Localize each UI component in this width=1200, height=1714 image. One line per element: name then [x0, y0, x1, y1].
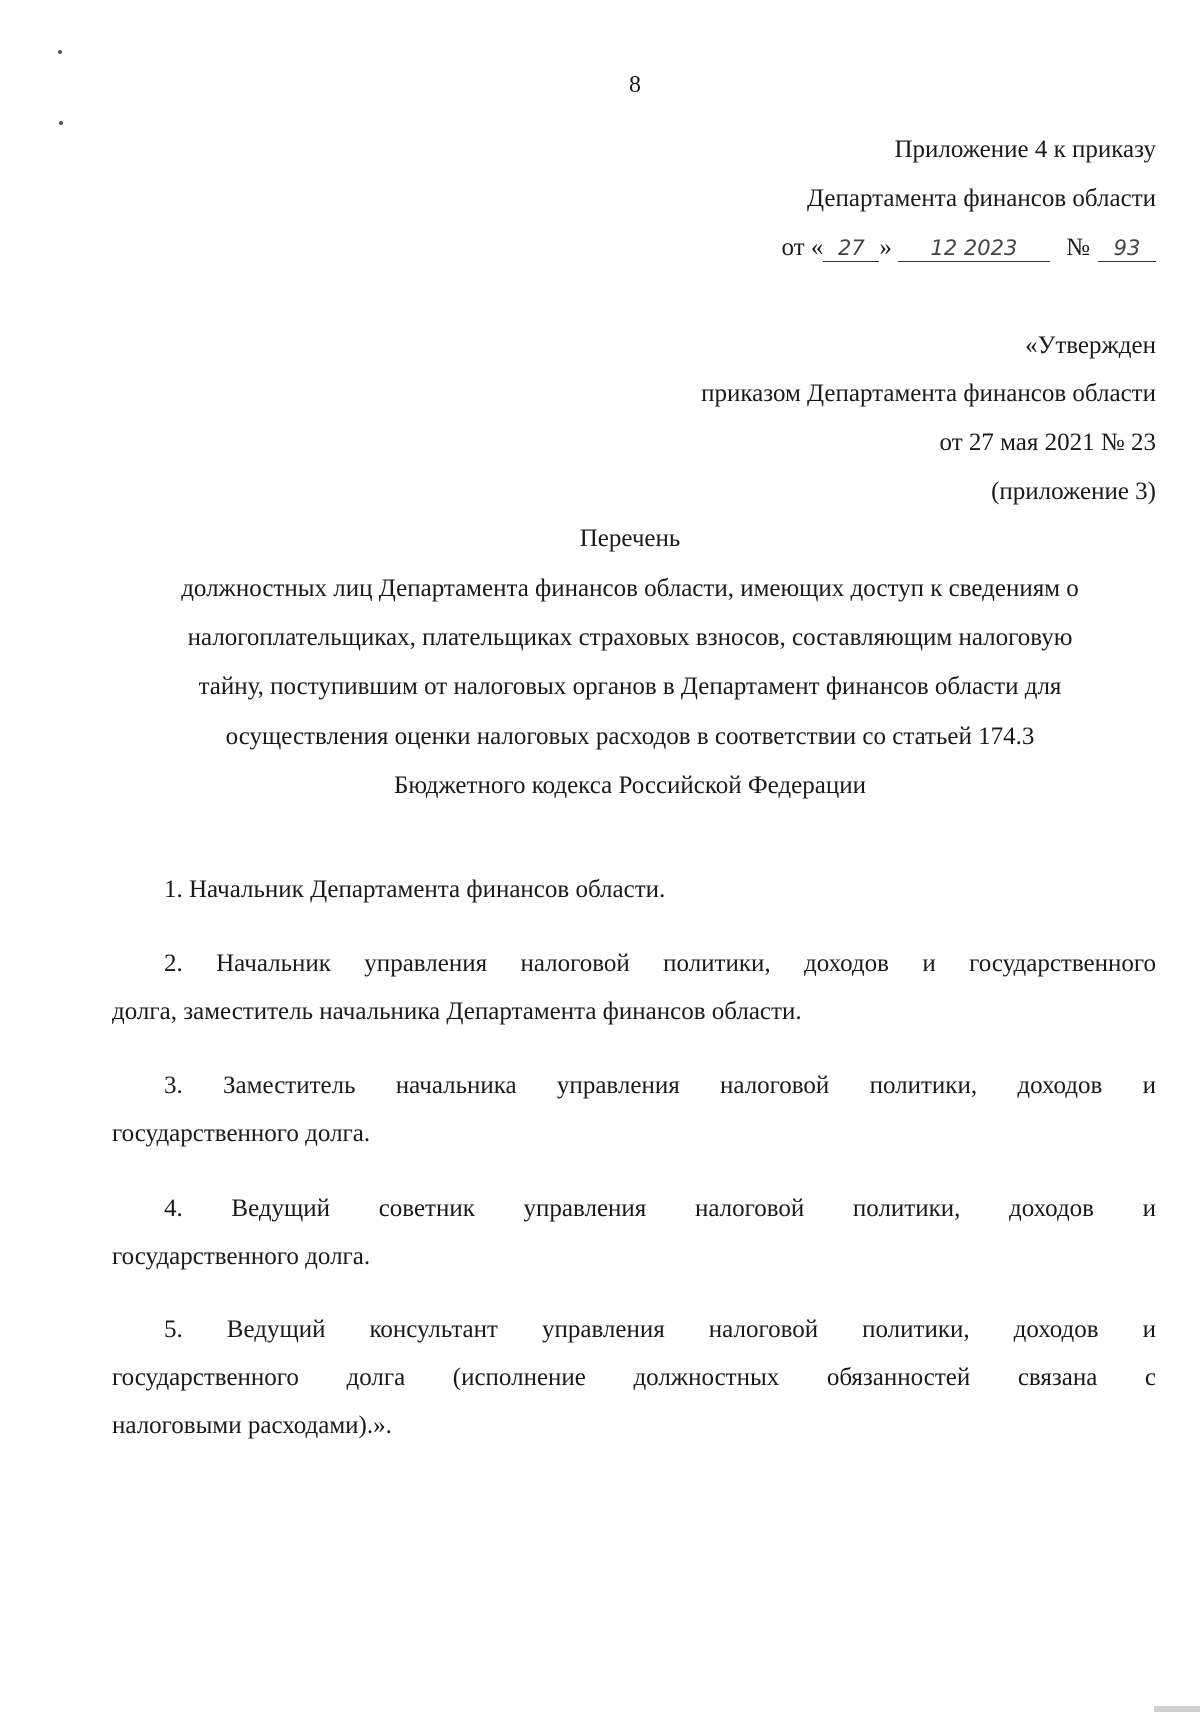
title-line: тайну, поступившим от налоговых органов в Департамент финансов области для [198, 673, 1062, 700]
list-item [112, 1062, 1156, 1158]
page-number: 8 [629, 72, 641, 98]
item-line: налоговыми расходами).». [112, 1412, 392, 1439]
department-line: Департамента финансов области [807, 185, 1156, 212]
approved-by-order-line: приказом Департамента финансов области [701, 380, 1156, 407]
date-quote-close: » [879, 234, 892, 261]
scan-speck [58, 50, 62, 54]
list-item [112, 866, 1156, 914]
appendix-line: Приложение 4 к приказу [894, 136, 1156, 163]
title-line: должностных лиц Департамента финансов области, имеющих доступ к сведениям о [181, 575, 1079, 602]
item-line: 3. Заместитель начальника управления налоговой политики, доходов и [164, 1072, 1156, 1099]
number-label: № [1066, 234, 1090, 261]
item-line: государственного долга. [112, 1243, 371, 1270]
list-item [112, 1185, 1156, 1281]
item-line: 5. Ведущий консультант управления налоговой политики, доходов и [164, 1316, 1156, 1343]
title-line: налогоплательщиках, плательщиках страховых взносов, составляющим налоговую [187, 624, 1073, 651]
date-prefix: от « [781, 234, 824, 261]
approved-date-line: от 27 мая 2021 № 23 [939, 429, 1156, 456]
item-line: 4. Ведущий советник управления налоговой политики, доходов и [164, 1195, 1156, 1222]
title-line: осуществления оценки налоговых расходов в соответствии со статьей 174.3 [225, 723, 1035, 750]
item-line: 1. Начальник Департамента финансов области. [164, 876, 666, 903]
approved-line: «Утвержден [1025, 332, 1156, 359]
scan-edge-mark [1154, 1706, 1200, 1712]
approved-appendix-line: (приложение 3) [991, 478, 1156, 505]
title-line: Бюджетного кодекса Российской Федерации [394, 772, 866, 799]
scan-speck [59, 121, 63, 125]
order-date-number-line [782, 234, 1156, 262]
item-line: 2. Начальник управления налоговой политики, доходов и государственного [164, 950, 1156, 977]
handwritten-order-number: 93 [1098, 235, 1156, 262]
item-line: долга, заместитель начальника Департамента финансов области. [112, 998, 802, 1025]
document-heading: Перечень [579, 525, 681, 552]
handwritten-month-year: 12 2023 [898, 235, 1050, 262]
item-line: государственного долга. [112, 1120, 371, 1147]
list-item [112, 1306, 1156, 1450]
handwritten-day: 27 [823, 235, 879, 262]
list-item [112, 940, 1156, 1036]
item-line: государственного долга (исполнение должностных обязанностей связана с [112, 1364, 1156, 1391]
